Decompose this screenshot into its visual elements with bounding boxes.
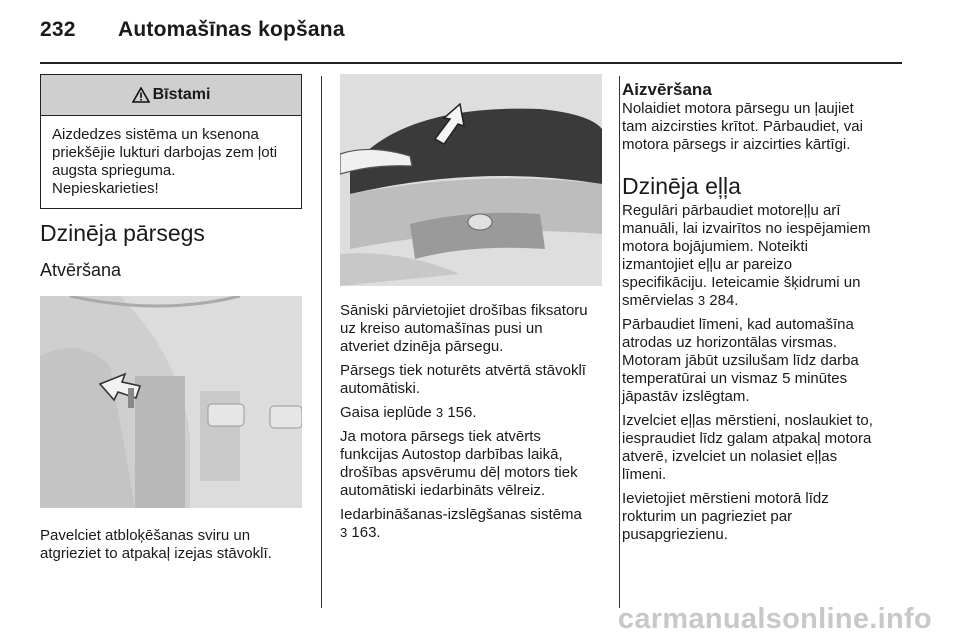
column-divider (321, 76, 322, 608)
column-divider (619, 76, 620, 608)
paragraph-release-lever (40, 527, 302, 563)
page-reference-icon: 3 (435, 405, 444, 420)
text-line: Sāniski pārvietojiet drošības fiksatoru (340, 302, 588, 319)
column-left (40, 74, 302, 563)
page-number: 232 (40, 18, 76, 41)
page-reference-link[interactable]: 156. (447, 404, 477, 421)
text-line: Nolaidiet motora pārsegu un ļaujiet (622, 100, 854, 117)
text-line: uz kreiso automašīnas pusi un (340, 320, 543, 337)
text-line: jāpastāv izslēgtam. (622, 388, 750, 405)
text-line: Iedarbināšanas-izslēgšanas sistēma (340, 506, 582, 523)
text-line: Pārsegs tiek noturēts atvērtā stāvoklī (340, 362, 586, 379)
text-line: līmeni. (622, 466, 667, 483)
text-line: Ievietojiet mērstieni motorā līdz (622, 490, 829, 507)
warning-line: priekšējie lukturi darbojas zem ļoti (52, 144, 278, 161)
warning-title: Bīstami (152, 86, 211, 103)
section-heading-oil: Dzinēja eļļa (622, 173, 741, 199)
warning-text (41, 116, 301, 208)
text-line: tam aizcirsties krītot. Pārbaudiet, vai (622, 118, 863, 135)
chapter-title: Automašīnas kopšana (118, 18, 345, 41)
column-middle (340, 74, 602, 548)
text-line: Gaisa ieplūde (340, 404, 432, 421)
text-line: Pavelciet atbloķēšanas sviru un (40, 527, 251, 544)
header-rule (40, 62, 902, 64)
closing-heading: Aizvēršana (622, 80, 712, 99)
warning-header (41, 75, 301, 116)
hood-safety-catch-illustration (340, 74, 602, 286)
warning-line: augsta sprieguma. (52, 162, 176, 179)
text-line: Motoram jābūt uzsilušam līdz darba (622, 352, 859, 369)
text-line: rokturim un pagrieziet par (622, 508, 793, 525)
text-line: motora pārsegs ir aizcirties kārtīgi. (622, 136, 851, 153)
page-reference-link[interactable]: 163. (351, 524, 381, 541)
page-reference-link[interactable]: 284. (709, 292, 739, 309)
text-line: drošības apsvērumu dēļ motors tiek (340, 464, 578, 481)
text-line: funkcijas Autostop darbības laikā, (340, 446, 563, 463)
page-reference-icon: 3 (697, 293, 706, 308)
text-line: Regulāri pārbaudiet motoreļļu arī (622, 202, 841, 219)
text-line: automātiski. (340, 380, 421, 397)
column-right (622, 74, 906, 550)
warning-triangle-icon (132, 87, 150, 103)
danger-warning-box (40, 74, 302, 209)
page-header (40, 18, 345, 42)
paragraph-open-hood (340, 302, 602, 542)
text-line: atrodas uz horizontālas virsmas. (622, 334, 838, 351)
text-line: automātiski iedarbināts vēlreiz. (340, 482, 546, 499)
text-line: atverē, izvelciet un nolasiet eļļas (622, 448, 838, 465)
text-line: Pārbaudiet līmeni, kad automašīna (622, 316, 854, 333)
text-line: Izvelciet eļļas mērstieni, noslaukiet to, (622, 412, 873, 429)
text-line: pusapgriezienu. (622, 526, 728, 543)
text-line: motora bojājumiem. Noteikti (622, 238, 808, 255)
page-reference-icon: 3 (340, 525, 348, 540)
warning-line: Nepieskarieties! (52, 180, 159, 197)
text-line: Ja motora pārsegs tiek atvērts (340, 428, 541, 445)
hood-release-lever-illustration (40, 296, 302, 508)
text-line: atgrieziet to atpakaļ izejas stāvoklī. (40, 545, 272, 562)
text-line: izmantojiet eļļu ar pareizo (622, 256, 793, 273)
text-line: manuāli, lai izvairītos no iespējamiem (622, 220, 871, 237)
text-line: iespraudiet līdz galam atpakaļ motora (622, 430, 872, 447)
text-line: smērvielas (622, 292, 694, 309)
text-line: specifikāciju. Ieteicamie šķidrumi un (622, 274, 861, 291)
warning-line: Aizdedzes sistēma un ksenona (52, 126, 259, 143)
text-line: atveriet dzinēja pārsegu. (340, 338, 504, 355)
section-heading-hood: Dzinēja pārsegs (40, 220, 205, 246)
subheading-opening: Atvēršana (40, 260, 122, 280)
watermark: carmanualsonline.info (617, 603, 932, 635)
text-line: temperatūrai un vismaz 5 minūtes (622, 370, 848, 387)
